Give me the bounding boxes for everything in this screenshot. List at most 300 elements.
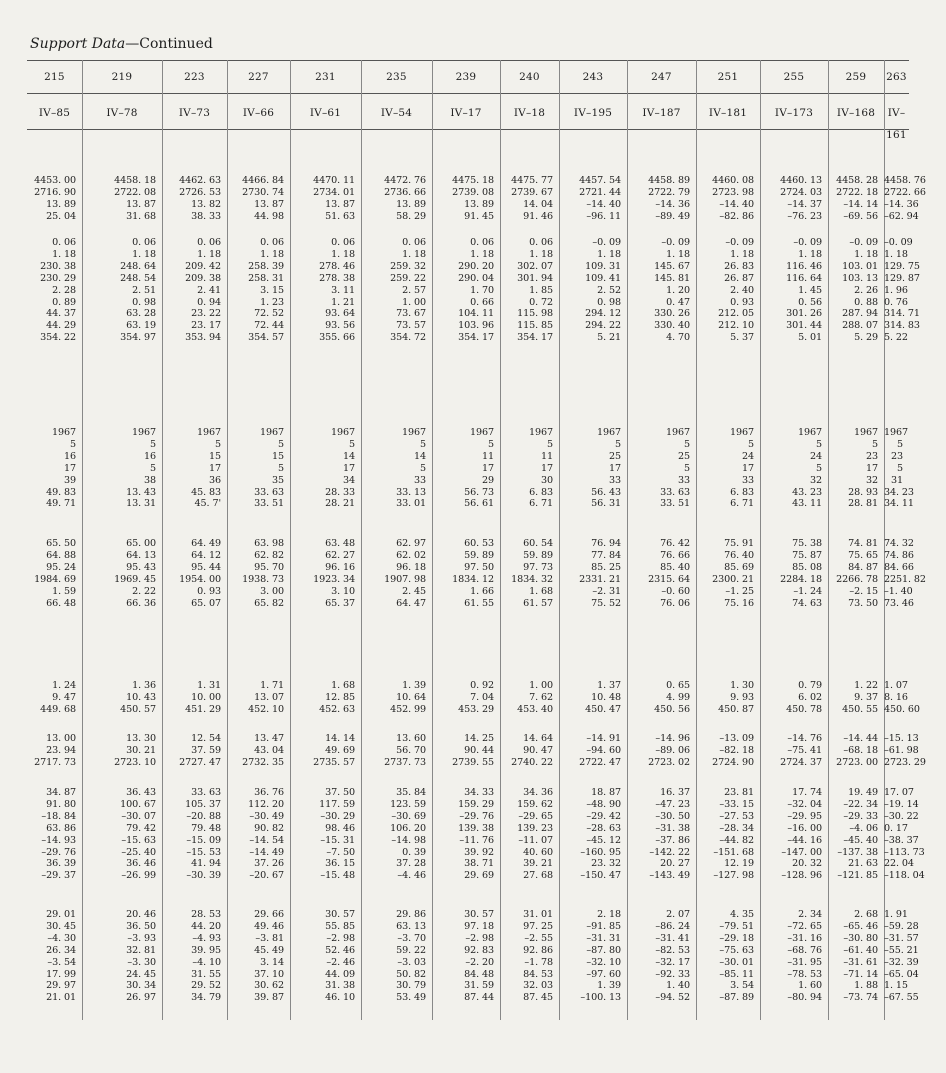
table-cell: 2. 45: [402, 585, 426, 597]
table-cell: 46. 10: [325, 992, 355, 1004]
table-cell: –27. 53: [719, 810, 754, 822]
table-cell: 63. 28: [126, 308, 156, 320]
table-cell: 16: [63, 450, 76, 462]
table-cell: 45. 83: [191, 486, 221, 498]
table-cell: 16. 37: [660, 787, 690, 798]
table-cell: –118. 04: [884, 870, 925, 882]
table-cell: –0. 09: [884, 237, 913, 248]
table-cell: 6. 83: [529, 486, 553, 498]
table-cell: 75. 16: [724, 597, 754, 609]
table-cell: 1967: [259, 427, 284, 438]
table-cell: 354. 17: [517, 332, 553, 344]
table-cell: –25. 40: [121, 846, 156, 858]
table-cell: 301. 44: [786, 320, 822, 332]
table-cell: 62. 27: [325, 549, 355, 561]
table-cell: 6. 83: [730, 486, 754, 498]
table-cell: –0. 09: [725, 237, 754, 248]
table-cell: 10. 48: [591, 691, 621, 703]
column-number: 239: [455, 71, 477, 83]
table-cell: 1. 18: [730, 248, 754, 260]
table-cell: 76. 94: [591, 538, 621, 549]
table-cell: 63. 86: [46, 822, 76, 834]
table-cell: –68. 18: [843, 744, 878, 756]
table-cell: 0. 06: [260, 237, 284, 248]
table-cell: 1967: [665, 427, 690, 438]
table-cell: 1. 18: [529, 248, 553, 260]
column-number: 251: [717, 71, 739, 83]
table-cell: –96. 11: [586, 210, 621, 222]
table-cell: 0. 39: [402, 846, 426, 858]
table-cell: –87. 80: [586, 944, 621, 956]
table-cell: 2722. 79: [648, 186, 690, 198]
table-cell: 35. 84: [396, 787, 426, 798]
table-cell: –94. 52: [655, 992, 690, 1004]
table-cell: 39. 92: [464, 846, 494, 858]
table-cell: 453. 40: [517, 703, 553, 715]
table-cell: 79. 48: [191, 822, 221, 834]
table-cell: 13. 87: [126, 198, 156, 210]
table-cell: 330. 26: [654, 308, 690, 320]
table-cell: 2331. 21: [579, 573, 621, 585]
table-cell: 34: [342, 474, 355, 486]
table-cell: 4458. 76: [884, 175, 926, 186]
table-cell: 450. 56: [654, 703, 690, 715]
table-cell: 209. 42: [185, 260, 221, 272]
table-cell: 290. 20: [458, 260, 494, 272]
table-cell: 49. 83: [46, 486, 76, 498]
table-cell: –65. 04: [884, 968, 919, 980]
table-cell: –29. 18: [719, 932, 754, 944]
table-cell: 32: [865, 474, 878, 486]
table-cell: –3. 03: [397, 956, 426, 968]
table-cell: 248. 64: [120, 260, 156, 272]
table-cell: 29. 86: [396, 909, 426, 920]
table-cell: 43. 04: [254, 744, 284, 756]
table-cell: 63. 19: [126, 320, 156, 332]
table-cell: –30. 49: [249, 810, 284, 822]
table-cell: 5: [871, 438, 878, 450]
table-cell: 17: [608, 462, 621, 474]
table-cell: –1. 40: [884, 585, 913, 597]
table-cell: 0. 94: [197, 296, 221, 308]
table-cell: 5. 21: [597, 332, 621, 344]
table-cell: 159. 62: [517, 798, 553, 810]
table-cell: –76. 23: [787, 210, 822, 222]
table-cell: 58. 29: [396, 210, 426, 222]
table-cell: 56. 61: [464, 498, 494, 510]
table-cell: –97. 60: [586, 968, 621, 980]
table-cell: 32: [809, 474, 822, 486]
table-cell: 1. 18: [470, 248, 494, 260]
table-cell: –29. 76: [459, 810, 494, 822]
table-cell: 34. 36: [523, 787, 553, 798]
table-cell: 2. 34: [798, 909, 822, 920]
table-cell: –29. 65: [518, 810, 553, 822]
table-cell: 17: [741, 462, 754, 474]
table-cell: 129. 75: [884, 260, 920, 272]
table-cell: 44. 09: [325, 968, 355, 980]
table-cell: 302. 07: [517, 260, 553, 272]
table-cell: 62. 97: [396, 538, 426, 549]
table-cell: 5: [149, 462, 156, 474]
table-cell: 5: [348, 438, 355, 450]
table-cell: 15: [271, 450, 284, 462]
table-cell: 2722. 08: [114, 186, 156, 198]
column-id: IV–181: [708, 107, 748, 119]
table-cell: 63. 48: [325, 538, 355, 549]
table-cell: –29. 33: [843, 810, 878, 822]
table-cell: –11. 07: [518, 834, 553, 846]
column-number: 255: [783, 71, 805, 83]
table-cell: 1. 18: [52, 248, 76, 260]
table-cell: 23: [890, 450, 903, 462]
table-cell: 14. 14: [325, 733, 355, 744]
table-cell: 33: [677, 474, 690, 486]
table-cell: 32. 03: [523, 980, 553, 992]
table-cell: 2736. 66: [384, 186, 426, 198]
column-id: IV–187: [642, 107, 681, 119]
table-cell: 9. 93: [730, 691, 754, 703]
table-cell: 0. 47: [666, 296, 690, 308]
table-cell: 84. 66: [884, 561, 914, 573]
table-cell: 2716. 90: [34, 186, 76, 198]
table-cell: 63. 98: [254, 538, 284, 549]
table-cell: –31. 16: [787, 932, 822, 944]
table-cell: 34. 11: [884, 498, 914, 510]
table-cell: 354. 22: [40, 332, 76, 344]
column-id: IV–66: [242, 107, 275, 119]
table-cell: –15. 09: [186, 834, 221, 846]
table-cell: 95. 24: [46, 561, 76, 573]
table-cell: 4475. 77: [511, 175, 553, 186]
table-cell: 1. 20: [666, 284, 690, 296]
table-cell: 24. 45: [126, 968, 156, 980]
table-cell: 103. 96: [458, 320, 494, 332]
table-cell: –32. 10: [586, 956, 621, 968]
table-cell: 2. 40: [730, 284, 754, 296]
table-cell: 1967: [729, 427, 754, 438]
table-cell: 8. 16: [884, 691, 908, 703]
column-number: 227: [248, 71, 269, 83]
table-cell: 39. 87: [254, 992, 284, 1004]
title-rest: —Continued: [125, 36, 213, 52]
table-cell: 21. 63: [848, 858, 878, 870]
table-cell: 41. 94: [191, 858, 221, 870]
table-cell: 20. 46: [126, 909, 156, 920]
table-cell: 450. 60: [884, 703, 920, 715]
table-cell: 294. 12: [585, 308, 621, 320]
table-cell: –30. 29: [320, 810, 355, 822]
table-cell: 0. 88: [854, 296, 878, 308]
table-cell: 28. 21: [325, 498, 355, 510]
table-cell: 4453. 00: [34, 175, 76, 186]
table-cell: 209. 38: [185, 272, 221, 284]
table-cell: 84. 87: [848, 561, 878, 573]
table-cell: 1967: [330, 427, 355, 438]
table-cell: –150. 47: [580, 870, 621, 882]
table-cell: 2721. 44: [579, 186, 621, 198]
table-cell: 2739. 67: [511, 186, 553, 198]
table-cell: 36. 39: [46, 858, 76, 870]
table-cell: 16: [143, 450, 156, 462]
table-cell: 4470. 11: [313, 175, 355, 186]
table-cell: –3. 30: [127, 956, 156, 968]
table-cell: 1. 07: [884, 680, 908, 691]
table-cell: 2723. 00: [836, 756, 878, 768]
table-cell: –31. 41: [655, 932, 690, 944]
table-cell: 65. 37: [325, 597, 355, 609]
table-cell: 64. 88: [46, 549, 76, 561]
table-cell: 29: [481, 474, 494, 486]
table-cell: 33. 13: [396, 486, 426, 498]
table-cell: 44. 29: [46, 320, 76, 332]
table-cell: –31. 38: [655, 822, 690, 834]
table-cell: –147. 00: [781, 846, 822, 858]
table-cell: –14. 40: [586, 198, 621, 210]
table-cell: 1. 68: [529, 585, 553, 597]
table-cell: –55. 21: [884, 944, 919, 956]
table-cell: 4457. 54: [579, 175, 621, 186]
table-cell: 1. 39: [402, 680, 426, 691]
table-cell: 33. 01: [396, 498, 426, 510]
table-cell: –0. 09: [592, 237, 621, 248]
table-cell: –30. 01: [719, 956, 754, 968]
table-cell: –151. 68: [713, 846, 754, 858]
table-cell: 145. 81: [654, 272, 690, 284]
table-cell: 139. 38: [458, 822, 494, 834]
table-cell: 1967: [797, 427, 822, 438]
table-cell: 1969. 45: [114, 573, 156, 585]
table-cell: 87. 45: [523, 992, 553, 1004]
column-id: IV–78: [106, 107, 138, 119]
table-cell: 64. 49: [191, 538, 221, 549]
table-cell: 2266. 78: [836, 573, 878, 585]
table-cell: 2. 52: [597, 284, 621, 296]
table-cell: 79. 42: [126, 822, 156, 834]
title-italic: Support Data: [30, 36, 126, 52]
table-cell: –20. 67: [249, 870, 284, 882]
table-cell: 159. 29: [458, 798, 494, 810]
table-cell: 36. 43: [126, 787, 156, 798]
table-cell: 90. 82: [254, 822, 284, 834]
column-number: 223: [184, 71, 205, 83]
table-cell: 2732. 35: [242, 756, 284, 768]
table-cell: –61. 40: [843, 944, 878, 956]
table-cell: –15. 31: [320, 834, 355, 846]
table-cell: 13. 07: [254, 691, 284, 703]
table-cell: –89. 06: [655, 744, 690, 756]
table-cell: –29. 76: [41, 846, 76, 858]
table-cell: 1967: [884, 427, 909, 438]
table-cell: 287. 94: [842, 308, 878, 320]
table-cell: 53. 49: [396, 992, 426, 1004]
table-cell: 34. 87: [46, 787, 76, 798]
table-cell: 4460. 08: [712, 175, 754, 186]
table-cell: –75. 63: [719, 944, 754, 956]
table-cell: 59. 22: [396, 944, 426, 956]
table-cell: 5: [69, 438, 76, 450]
table-cell: 76. 42: [660, 538, 690, 549]
table-cell: 5. 29: [854, 332, 878, 344]
table-cell: 95. 44: [191, 561, 221, 573]
table-cell: 74. 32: [884, 538, 914, 549]
table-cell: 38. 71: [464, 858, 494, 870]
table-cell: 230. 38: [40, 260, 76, 272]
table-cell: 452. 63: [319, 703, 355, 715]
table-cell: –127. 98: [713, 870, 754, 882]
table-cell: 95. 43: [126, 561, 156, 573]
table-cell: 301. 26: [786, 308, 822, 320]
table-cell: 0. 93: [197, 585, 221, 597]
table-cell: 449. 68: [40, 703, 76, 715]
table-cell: 39. 21: [523, 858, 553, 870]
table-cell: 354. 72: [390, 332, 426, 344]
table-cell: 30. 57: [325, 909, 355, 920]
table-cell: 354. 97: [120, 332, 156, 344]
table-cell: 5: [277, 438, 284, 450]
table-cell: 13. 89: [46, 198, 76, 210]
table-cell: 1. 71: [260, 680, 284, 691]
table-cell: 93. 56: [325, 320, 355, 332]
table-cell: 23. 81: [724, 787, 754, 798]
table-cell: 5: [546, 438, 553, 450]
table-cell: –48. 90: [586, 798, 621, 810]
table-cell: 39: [63, 474, 76, 486]
table-cell: 1. 68: [331, 680, 355, 691]
table-cell: 1967: [196, 427, 221, 438]
table-cell: 1. 59: [52, 585, 76, 597]
table-cell: 2730. 74: [242, 186, 284, 198]
table-cell: –68. 76: [787, 944, 822, 956]
table-cell: –16. 00: [787, 822, 822, 834]
table-cell: 1. 18: [331, 248, 355, 260]
table-cell: –14. 44: [843, 733, 878, 744]
header-bottom-rule: [27, 129, 909, 130]
table-cell: –3. 70: [397, 932, 426, 944]
table-cell: –14. 98: [391, 834, 426, 846]
table-cell: 65. 00: [126, 538, 156, 549]
table-cell: 93. 64: [325, 308, 355, 320]
table-cell: 330. 40: [654, 320, 690, 332]
table-cell: 84. 48: [464, 968, 494, 980]
table-cell: 4462. 63: [179, 175, 221, 186]
table-cell: –14. 93: [41, 834, 76, 846]
table-cell: 355. 66: [319, 332, 355, 344]
table-cell: –14. 36: [655, 198, 690, 210]
table-cell: –73. 74: [843, 992, 878, 1004]
table-cell: 14. 25: [464, 733, 494, 744]
table-cell: 1. 40: [666, 980, 690, 992]
table-cell: 30. 62: [254, 980, 284, 992]
table-cell: 278. 46: [319, 260, 355, 272]
table-cell: 2739. 55: [452, 756, 494, 768]
table-cell: 62. 82: [254, 549, 284, 561]
table-cell: –3. 54: [47, 956, 76, 968]
table-cell: –44. 16: [787, 834, 822, 846]
table-cell: 2722. 47: [579, 756, 621, 768]
table-cell: 35: [271, 474, 284, 486]
table-cell: –82. 53: [655, 944, 690, 956]
table-cell: 230. 29: [40, 272, 76, 284]
table-cell: 73. 46: [884, 597, 914, 609]
table-cell: 24: [809, 450, 822, 462]
column-number: 235: [386, 71, 407, 83]
table-cell: 29. 52: [191, 980, 221, 992]
table-cell: –143. 49: [649, 870, 690, 882]
table-cell: 1. 18: [197, 248, 221, 260]
table-cell: 2734. 01: [313, 186, 355, 198]
table-cell: –0. 09: [661, 237, 690, 248]
table-cell: 56. 73: [464, 486, 494, 498]
table-cell: 1967: [51, 427, 76, 438]
table-cell: –59. 28: [884, 920, 919, 932]
table-top-rule: [27, 60, 909, 61]
column-id: IV–195: [573, 107, 613, 119]
table-cell: 1907. 98: [384, 573, 426, 585]
table-cell: 2315. 64: [648, 573, 690, 585]
table-cell: 1. 22: [854, 680, 878, 691]
table-cell: 31. 01: [523, 909, 553, 920]
table-cell: 11: [540, 450, 553, 462]
table-cell: 1. 96: [884, 284, 908, 296]
table-cell: –128. 96: [781, 870, 822, 882]
table-cell: 63. 13: [396, 920, 426, 932]
table-cell: 29. 97: [46, 980, 76, 992]
table-cell: 37. 10: [254, 968, 284, 980]
table-cell: –11. 76: [459, 834, 494, 846]
table-cell: 74. 86: [884, 549, 914, 561]
table-cell: 109. 41: [585, 272, 621, 284]
table-cell: 2. 28: [52, 284, 76, 296]
table-cell: 258. 39: [248, 260, 284, 272]
table-cell: 97. 18: [464, 920, 494, 932]
table-cell: 33: [608, 474, 621, 486]
table-cell: 37. 59: [191, 744, 221, 756]
table-cell: 74. 81: [848, 538, 878, 549]
table-cell: 290. 04: [458, 272, 494, 284]
table-cell: 2251. 82: [884, 573, 926, 585]
table-cell: 23: [865, 450, 878, 462]
table-cell: 104. 11: [458, 308, 494, 320]
table-cell: –1. 78: [524, 956, 553, 968]
table-cell: 278. 38: [319, 272, 355, 284]
table-cell: –13. 09: [719, 733, 754, 744]
table-cell: 1. 91: [884, 909, 908, 920]
table-cell: 4458. 89: [648, 175, 690, 186]
table-cell: 97. 73: [523, 561, 553, 573]
table-cell: 100. 67: [120, 798, 156, 810]
table-cell: 87. 44: [464, 992, 494, 1004]
column-number: 231: [315, 71, 336, 83]
table-cell: 2717. 73: [34, 756, 76, 768]
table-cell: 450. 47: [585, 703, 621, 715]
table-cell: 91. 80: [46, 798, 76, 810]
table-cell: –142. 22: [649, 846, 690, 858]
column-id: IV–161: [886, 107, 907, 141]
table-cell: 1. 18: [260, 248, 284, 260]
table-cell: 2300. 21: [712, 573, 754, 585]
table-cell: 2727. 47: [179, 756, 221, 768]
table-cell: 36: [208, 474, 221, 486]
table-cell: 97. 50: [464, 561, 494, 573]
table-cell: 5: [149, 438, 156, 450]
table-cell: 1. 60: [798, 980, 822, 992]
table-cell: 28. 93: [848, 486, 878, 498]
table-cell: 61. 55: [464, 597, 494, 609]
table-cell: 450. 87: [718, 703, 754, 715]
table-cell: –32. 04: [787, 798, 822, 810]
table-cell: 5: [419, 462, 426, 474]
